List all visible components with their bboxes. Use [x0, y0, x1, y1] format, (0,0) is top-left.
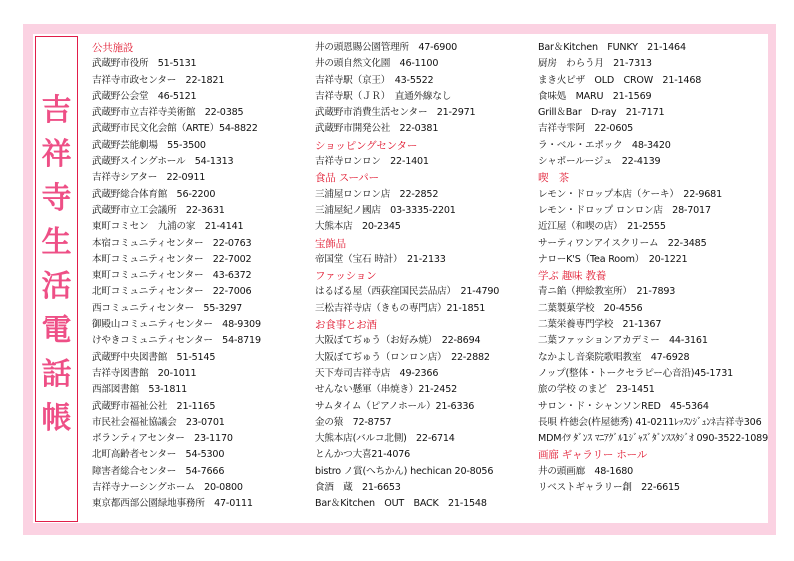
- directory-entry: 三浦屋紀ノ國店 03-3335-2201: [315, 204, 456, 216]
- directory-entry: 大阪ぼてぢゅう（ロンロン店） 22-2882: [315, 351, 490, 363]
- directory-entry: Bar＆Kitchen FUNKY 21-1464: [538, 42, 686, 53]
- category-heading: ショッピングセンター: [315, 139, 418, 152]
- directory-entry: 長唄 杵徳会(杵屋徳秀) 41-0211ﾚｯｽﾝｼﾞｭﾝﾈ吉祥寺306: [538, 416, 762, 428]
- directory-entry: とんかつ大喜21-4076: [315, 449, 411, 461]
- directory-entry: 北町高齢者センター 54-5300: [92, 449, 225, 461]
- title-char: 話: [41, 357, 72, 392]
- title-char: 生: [41, 225, 72, 260]
- directory-entry: 市民社会福祉協議会 23-0701: [92, 416, 225, 428]
- title-char: 寺: [41, 181, 72, 216]
- category-heading: お食事とお酒: [315, 319, 377, 332]
- directory-entry: 武蔵野市福祉公社 21-1165: [92, 400, 216, 412]
- directory-entry: なかよし音楽院歌唱教室 47-6928: [538, 351, 690, 363]
- directory-entry: 三浦屋ロンロン店 22-2852: [315, 188, 439, 200]
- directory-entry: Bar＆Kitchen OUT BACK 21-1548: [315, 498, 487, 510]
- directory-entry: ノップ(整体・トークセラピー心音沿)45-1731: [538, 367, 734, 379]
- directory-entry: 武蔵野市立吉祥寺美術館 22-0385: [92, 107, 244, 119]
- directory-entry: 吉祥寺駅（ＪＲ） 直通外線なし: [315, 90, 452, 102]
- directory-entry: サムタイム（ピアノホール）21-6336: [315, 400, 475, 412]
- directory-entry: Grill＆Bar D-ray 21-7171: [538, 107, 665, 119]
- directory-entry: 西部図書館 53-1811: [92, 384, 188, 396]
- directory-entry: 食味処 MARU 21-1569: [538, 90, 652, 102]
- directory-entry: 吉祥寺シアター 22-0911: [92, 172, 206, 184]
- directory-column-3: [538, 40, 766, 496]
- directory-column-1: [92, 40, 300, 513]
- directory-entry: 御殿山コミュニティセンター 48-9309: [92, 319, 261, 331]
- directory-entry: 北町コミュニティセンター 22-7006: [92, 286, 252, 298]
- title-char: 活: [41, 269, 72, 304]
- directory-entry: まき火ピザ OLD CROW 21-1468: [538, 74, 702, 86]
- directory-entry: レモン・ドロップ本店（ケーキ） 22-9681: [538, 188, 722, 200]
- directory-entry: はるばる屋（西荻窪国民芸品店） 21-4790: [315, 286, 500, 298]
- directory-entry: ナローK'S（Tea Room） 20-1221: [538, 253, 688, 265]
- directory-entry: 本宿コミュニティセンター 22-0763: [92, 237, 252, 249]
- directory-entry: せんない懸軍（串焼き）21-2452: [315, 384, 458, 396]
- directory-entry: 吉祥寺ナーシングホーム 20-0800: [92, 482, 243, 494]
- directory-entry: 厨房 わらう月 21-7313: [538, 58, 652, 70]
- directory-entry: 武蔵野市開発公社 22-0381: [315, 123, 439, 135]
- directory-entry: 武蔵野市立工会議所 22-3631: [92, 204, 225, 216]
- directory-entry: 東町コミュニティセンター 43-6372: [92, 270, 252, 282]
- directory-entry: レモン・ドロップ ロンロン店 28-7017: [538, 204, 711, 216]
- directory-entry: 障害者総合センター 54-7666: [92, 465, 225, 477]
- directory-entry: 西コミュニティセンター 55-3297: [92, 302, 243, 314]
- directory-entry: 東町コミセン 九浦の家 21-4141: [92, 221, 244, 233]
- category-heading: 学ぶ 趣味 教養: [538, 270, 607, 283]
- directory-entry: リベストギャラリー創 22-6615: [538, 482, 680, 494]
- directory-entry: 二葉栄養専門学校 21-1367: [538, 319, 662, 331]
- directory-entry: 武蔵野中央図書館 51-5145: [92, 351, 216, 363]
- directory-entry: サロン・ド・シャンソンRED 45-5364: [538, 400, 709, 412]
- directory-entry: 大熊本店(バルコ北側) 22-6714: [315, 433, 455, 445]
- directory-entry: 天下寿司吉祥寺店 49-2366: [315, 367, 439, 379]
- vertical-title: [35, 36, 78, 522]
- directory-entry: 武蔵野スイングホール 54-1313: [92, 156, 234, 168]
- category-heading: 喫 茶: [538, 172, 569, 185]
- title-char: 祥: [41, 137, 72, 172]
- directory-entry: 吉祥寺雫阿 22-0605: [538, 123, 634, 135]
- directory-entry: 武蔵野市消費生活センター 21-2971: [315, 107, 476, 119]
- directory-entry: 帝国堂（宝石 時計） 21-2133: [315, 253, 446, 265]
- directory-entry: 吉祥寺市政センター 22-1821: [92, 74, 225, 86]
- directory-entry: ボランティアセンター 23-1170: [92, 433, 233, 445]
- directory-entry: シャポールージュ 22-4139: [538, 156, 661, 168]
- directory-entry: 吉祥寺駅（京王） 43-5522: [315, 74, 434, 86]
- directory-entry: 吉祥寺図書館 20-1011: [92, 367, 197, 379]
- directory-entry: 東京都西部公園緑地事務所 47-0111: [92, 498, 253, 510]
- directory-column-2: [315, 40, 527, 513]
- directory-entry: 大阪ぼてぢゅう（お好み焼） 22-8694: [315, 335, 481, 347]
- directory-entry: 武蔵野芸能劇場 55-3500: [92, 139, 206, 151]
- directory-entry: 吉祥寺ロンロン 22-1401: [315, 156, 429, 168]
- directory-entry: 井の頭自然文化園 46-1100: [315, 58, 439, 70]
- directory-entry: 金の猿 72-8757: [315, 416, 392, 428]
- category-heading: 画廊 ギャラリー ホール: [538, 449, 648, 462]
- directory-entry: サーティワンアイスクリーム 22-3485: [538, 237, 707, 249]
- directory-entry: bistro ノ賞(へちかん) hechican 20-8056: [315, 465, 494, 477]
- directory-entry: 武蔵野総合体育館 56-2200: [92, 188, 216, 200]
- category-heading: 食品 スーパー: [315, 172, 379, 185]
- directory-entry: MDMｲﾂ ﾀﾞﾝｽ ﾏﾆｱｸﾞﾙ1ｼﾞｬｽﾞﾀﾞﾝｽｽﾀｼﾞｵ 090-3522-1089: [538, 433, 768, 445]
- title-char: 吉: [41, 93, 72, 128]
- directory-entry: 武蔵野市民文化会館（ARTE）54-8822: [92, 123, 258, 135]
- category-heading: ファッション: [315, 270, 377, 283]
- title-char: 電: [41, 313, 72, 348]
- directory-entry: 近江屋（和喫の店） 21-2555: [538, 221, 666, 233]
- directory-entry: 二葉ファッションアカデミー 44-3161: [538, 335, 708, 347]
- directory-entry: 井の頭画廊 48-1680: [538, 465, 634, 477]
- directory-entry: 二葉製菓学校 20-4556: [538, 302, 643, 314]
- directory-entry: 旅の学校 のまど 23-1451: [538, 384, 655, 396]
- directory-entry: ラ・ベル・エポック 48-3420: [538, 139, 671, 151]
- directory-entry: 三松吉祥寺店（きもの専門店）21-1851: [315, 302, 486, 314]
- directory-entry: 武蔵野市役所 51-5131: [92, 58, 197, 70]
- directory-entry: 本町コミュニティセンター 22-7002: [92, 253, 252, 265]
- directory-entry: 武蔵野公会堂 46-5121: [92, 90, 197, 102]
- category-heading: 宝飾品: [315, 237, 346, 250]
- directory-entry: 青ニ餡（押絵教室所） 21-7893: [538, 286, 676, 298]
- title-char: 帳: [41, 401, 72, 436]
- directory-entry: 大熊本店 20-2345: [315, 221, 401, 233]
- directory-entry: けやきコミュニティセンター 54-8719: [92, 335, 261, 347]
- directory-entry: 食酒 蔵 21-6653: [315, 482, 401, 494]
- directory-entry: 井の頭恩賜公園管理所 47-6900: [315, 42, 458, 53]
- category-heading: 公共施設: [92, 42, 134, 54]
